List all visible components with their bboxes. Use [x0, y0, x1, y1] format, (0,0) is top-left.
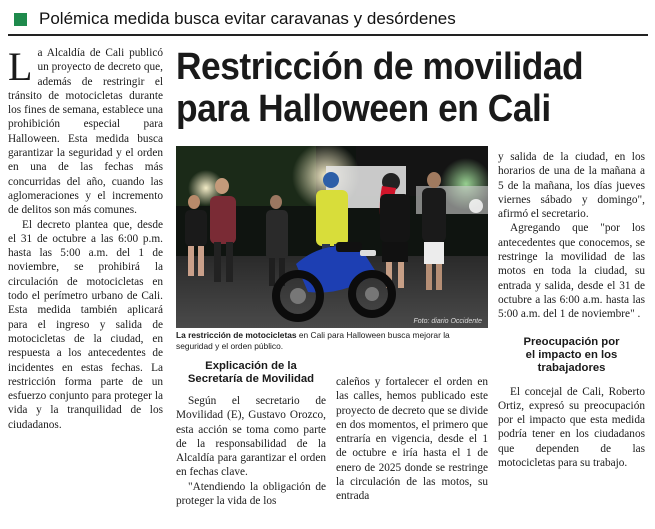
caption-text: en Cali para Halloween busca mejorar la seguridad y el orden público.: [176, 330, 450, 351]
subheading-trabajadores: [498, 336, 645, 375]
subheading-line: el impacto en los: [525, 348, 618, 361]
paragraph: El concejal de Cali, Roberto Ortiz, expresó su preocupación por el impacto que esta medida podría tener en los ciudadanos que dependen de las motocicletas para su trabajo.: [498, 385, 645, 470]
paragraph: caleños y fortalecer el orden en las calles, hemos publicado este proyecto de decreto que se divide en dos momentos, el primero que entraría en vigencia, desde el 1 de octubre e iría hasta el 1 de enero de 2025 donde se restringe la circulación de las motos, su entrada: [336, 376, 488, 503]
drop-cap: L: [8, 44, 33, 89]
paragraph: El decreto plantea que, desde el 31 de octubre a las 6:00 p.m. hasta las 5:00 a.m. del 1 de noviembre, se prohibirá la circulación de motocicletas en todo el perímetro urbano de Cali. Esta medida también aplicará para el ingreso y salida de motocicletas de la ciudad, en respuesta a los antecedentes de incidentes en estas fechas. La restricción forma parte de un esfuerzo conjunto para proteger la vida y la tranquilidad de los ciudadanos.: [8, 218, 163, 431]
caption-bold: La restricción de motocicletas: [176, 330, 297, 340]
headline: [176, 46, 611, 130]
subheading-movilidad: [176, 360, 326, 386]
lead-paragraph-text: a Alcaldía de Cali publicó un proyecto de decreto que, además de restringir el tránsito de motocicletas durante los fines de semana, establece una prohibición especial para Halloween. Esta medida busca garantizar la seguridad y el orden en una de las fechas más concurridas del año, cuando las aglomeraciones y el incremento de delitos son más comunes.: [8, 47, 163, 217]
lead-paragraph: [8, 46, 163, 218]
subheading-line: trabajadores: [537, 361, 606, 374]
photo-illustration: [176, 146, 488, 328]
paragraph: Agregando que "por los antecedentes que conocemos, se restringe la movilidad de las motos en toda la ciudad, su entrada y salida, desde el 31 de octubre a las 6:00 a.m. hasta las 5:00 a.m. del 1 de noviembre" .: [498, 222, 645, 321]
kicker-rule: [8, 34, 648, 36]
article-column-3: [336, 375, 488, 504]
kicker: [8, 6, 648, 32]
paragraph: "Atendiendo la obligación de proteger la vida de los: [176, 480, 326, 508]
subheading-line: Secretaría de Movilidad: [187, 373, 315, 385]
kicker-text: Polémica medida busca evitar caravanas y desórdenes: [39, 9, 456, 28]
headline-line-1: Restricción de movilidad: [176, 46, 584, 88]
article-column-4: [498, 150, 645, 470]
headline-line-2: para Halloween en Cali: [176, 88, 551, 130]
paragraph: y salida de la ciudad, en los horarios de una de la mañana a 5 de la mañana, los días jueves viernes sábado y domingo", afirmó el secretario.: [498, 151, 645, 221]
kicker-square-icon: [14, 13, 27, 26]
subheading-line: Explicación de la: [205, 360, 297, 372]
photo-credit: Foto: diario Occidente: [413, 318, 482, 325]
article-column-1: [8, 46, 163, 432]
photo-caption: [176, 330, 488, 352]
news-photo: [176, 146, 488, 328]
subheading-line: Preocupación por: [523, 335, 620, 348]
paragraph: Según el secretario de Movilidad (E), Gustavo Orozco, esta acción se toma como parte de la responsabilidad de la Alcaldía para garantizar el orden en fechas clave.: [176, 395, 326, 479]
article-column-2: [176, 360, 326, 508]
